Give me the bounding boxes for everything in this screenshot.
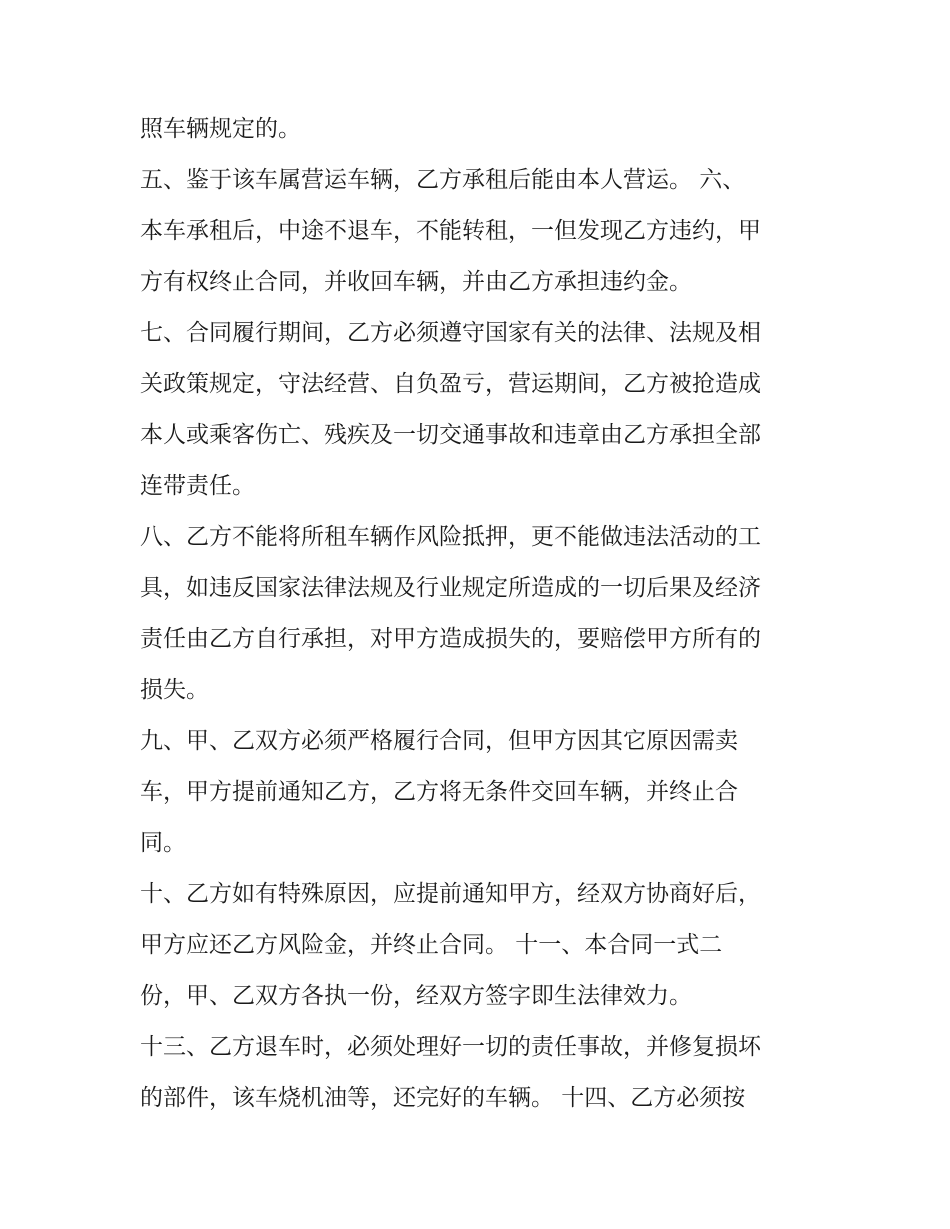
text-line: 九、甲、乙双方必须严格履行合同，但甲方因其它原因需卖 xyxy=(140,728,738,754)
text-line: 照车辆规定的。 xyxy=(140,116,301,142)
text-line: 本车承租后，中途不退车，不能转租，一但发现乙方违约，甲 xyxy=(140,218,761,244)
text-line: 份，甲、乙双方各执一份，经双方签字即生法律效力。 xyxy=(140,983,692,1009)
text-line: 十、乙方如有特殊原因，应提前通知甲方，经双方协商好后， xyxy=(140,881,761,907)
text-line: 关政策规定，守法经营、自负盈亏，营运期间，乙方被抢造成 xyxy=(140,371,761,397)
text-line: 损失。 xyxy=(140,677,209,703)
text-line: 方有权终止合同，并收回车辆，并由乙方承担违约金。 xyxy=(140,269,692,295)
text-line: 同。 xyxy=(140,830,186,856)
text-line: 连带责任。 xyxy=(140,473,255,499)
text-line: 车，甲方提前通知乙方，乙方将无条件交回车辆，并终止合 xyxy=(140,779,738,805)
text-line: 本人或乘客伤亡、残疾及一切交通事故和违章由乙方承担全部 xyxy=(140,422,761,448)
text-line: 责任由乙方自行承担，对甲方造成损失的，要赔偿甲方所有的 xyxy=(140,626,761,652)
text-line: 的部件，该车烧机油等，还完好的车辆。 十四、乙方必须按 xyxy=(140,1085,746,1111)
contract-body xyxy=(140,104,820,1124)
text-line: 十三、乙方退车时，必须处理好一切的责任事故，并修复损坏 xyxy=(140,1034,761,1060)
text-line: 八、乙方不能将所租车辆作风险抵押，更不能做违法活动的工 xyxy=(140,524,761,550)
text-line: 五、鉴于该车属营运车辆，乙方承租后能由本人营运。 六、 xyxy=(140,167,746,193)
text-line: 甲方应还乙方风险金，并终止合同。 十一、本合同一式二 xyxy=(140,932,723,958)
text-line: 具，如违反国家法律法规及行业规定所造成的一切后果及经济 xyxy=(140,575,761,601)
text-line: 七、合同履行期间，乙方必须遵守国家有关的法律、法规及相 xyxy=(140,320,761,346)
